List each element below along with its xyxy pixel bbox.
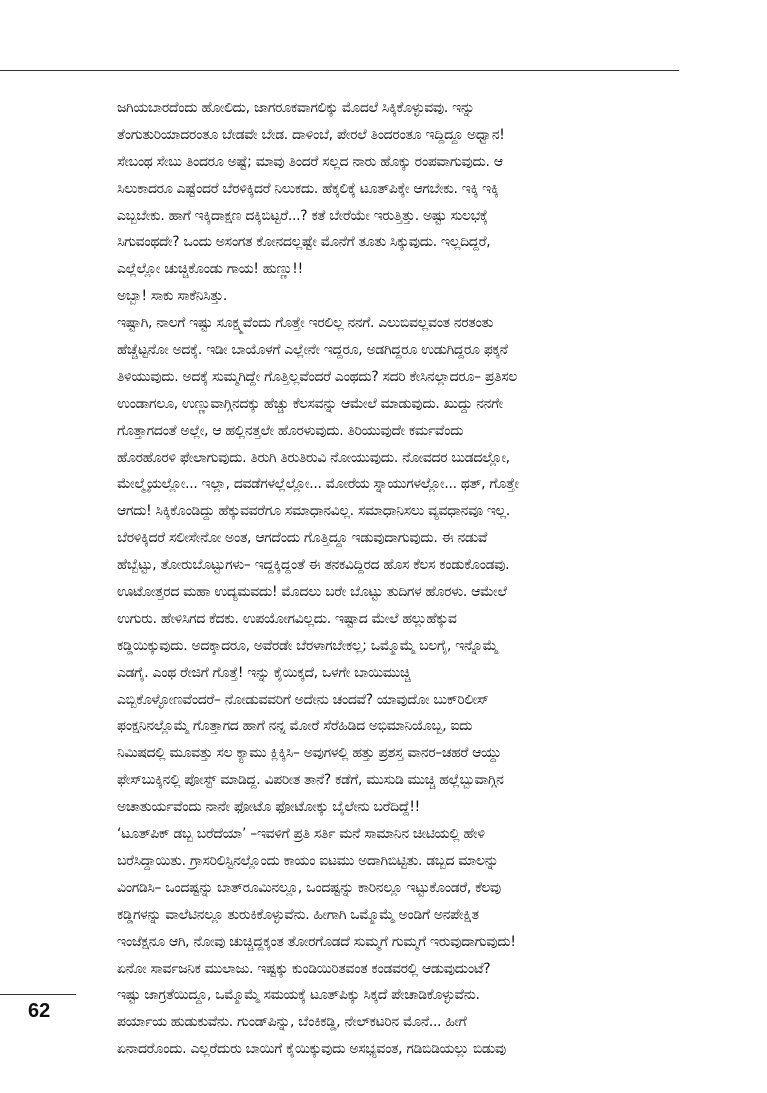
text-line: ಬೆರಳಿಕ್ಕಿದರೆ ಸಲೀಸೇನೋ ಅಂತ, ಆಗದೆಂದು ಗೊತ್ತಿದ್ದೂ ಇಡುವುದಾಗುವುದು. ಈ ನಡುವೆ: [117, 530, 488, 547]
text-line: ಅಬ್ಬಾ! ಸಾಕು ಸಾಕೆನಿಸಿತ್ತು.: [117, 288, 228, 305]
text-line: ಪರ್ಯಾಯ ಹುಡುಕುವೆನು. ಗುಂಡ್‌ಪಿನ್ನು, ಬೆಂಕಿಕಡ್ಡಿ, ನೇಲ್‌ಕಟರಿನ ಮೊನೆ... ಹೀಗೆ: [117, 1014, 467, 1031]
text-line: ಗೊತ್ತಾಗದಂತೆ ಅಲ್ಲೇ, ಆ ಹಲ್ಲಿನತ್ತಲೇ ಹೊರಳುವುದು. ತಿರಿಯುವುದೇ ಕರ್ಮವೆಂದು: [117, 422, 464, 439]
text-line: ಸಿಲುಕಾದರೂ ಎಷ್ಟೆಂದರೆ ಬೆರಳಿಕ್ಕಿದರೆ ನಿಲುಕದು. ಹೆಕ್ಕಲಿಕ್ಕೆ ಟೂತ್‌ಪಿಕ್ಕೇ ಆಗಬೇಕು. ಇಕ್ಕಿ ಇಕ್ಕಿ: [117, 180, 499, 197]
body-text: [117, 95, 689, 1063]
text-line: ಫೇಸ್‌ಬುಕ್ಕಿನಲ್ಲಿ ಪೋಸ್ಟ್ ಮಾಡಿದ್ದ. ವಿಪರೀತ ತಾನೆ? ಕಡೆಗೆ, ಮುಸುಡಿ ಮುಚ್ಚಿ ಹಲ್ಲೆಬ್ಬುವಾಗ್ಗಿನ: [117, 772, 504, 789]
text-line: ಊಟೋತ್ತರದ ಮಹಾ ಉದ್ಯಮವದು! ಮೊದಲು ಬರೇ ಬೊಟ್ಟು ತುದಿಗಳ ಹೊರಳು. ಆಮೇಲೆ: [117, 584, 507, 601]
text-line: ಇಷ್ಟಾಗಿ, ನಾಲಗೆ ಇಷ್ಟು ಸೂಕ್ಷ್ಮವೆಂದು ಗೊತ್ತೇ ಇರಲಿಲ್ಲ ನನಗೆ. ಎಲುಬಿವಲ್ಲವಂತ ನರತಂತು: [117, 315, 493, 332]
text-line: ಹೆಬ್ಬೆಟ್ಟು, ತೋರುಬೊಟ್ಟುಗಳು– ಇದ್ದಕ್ಕಿದ್ದಂತೆ ಈ ತನಕವಿದ್ದಿರದ ಹೊಸ ಕೆಲಸ ಕಂಡುಕೊಂಡವು.: [117, 557, 510, 574]
text-line: ಏನಾದರೊಂದು. ಎಲ್ಲರೆದುರು ಬಾಯಿಗೆ ಕೈಯಿಕ್ಕುವುದು ಅಸಭ್ಯವಂತ, ಗಡಿಬಿಡಿಯಲ್ಲು ಬಿಡುವು: [117, 1041, 506, 1058]
text-line: ಬರೆಸಿದ್ದಾಯಿತು. ಗ್ರಾಸರಿಲಿಸ್ಟಿನಲ್ಲೊಂದು ಕಾಯಂ ಐಟಮು ಅದಾಗಿಬಿಟ್ಟಿತು. ಡಬ್ಬದ ಮಾಲನ್ನು: [117, 852, 499, 869]
text-line: ಇಷ್ಟು ಜಾಗ್ರತೆಯಿದ್ದೂ, ಒಮ್ಮೊಮ್ಮೆ ಸಮಯಕ್ಕೆ ಟೂತ್‌ಪಿಕ್ಕು ಸಿಕ್ಕದೆ ಪೇಚಾಡಿಕೊಳ್ಳುವೆನು.: [117, 987, 480, 1004]
text-line: ಎಡಗೈ. ಎಂಥ ರೇಜಿಗೆ ಗೊತ್ತೆ! ಇನ್ನು ಕೈಯಿಕ್ಕದೆ, ಒಳಗೇ ಬಾಯಿಮುಚ್ಚಿ: [117, 664, 411, 681]
text-line: ಸೇಬಂಥ ಸೇಬು ತಿಂದರೂ ಅಷ್ಟೆ; ಮಾವು ತಿಂದರೆ ಸಲ್ಲದ ನಾರು ಹೊಕ್ಕು ರಂಪವಾಗುವುದು. ಆ: [117, 153, 503, 170]
text-line: ವಿಂಗಡಿಸಿ– ಒಂದಷ್ಟನ್ನು ಬಾತ್‌ರೂಮಿನಲ್ಲೂ, ಒಂದಷ್ಟನ್ನು ಕಾರಿನಲ್ಲೂ ಇಟ್ಟುಕೊಂಡರೆ, ಕೆಲವು: [117, 879, 501, 896]
text-line: ಸಿಗುವಂಥದೇ? ಒಂದು ಅಸಂಗತ ಕೋನದಲ್ಲಷ್ಟೇ ಮೊನೆಗೆ ತೂತು ಸಿಕ್ಕುವುದು. ಇಲ್ಲದಿದ್ದರೆ,: [117, 234, 491, 251]
text-line: ಅಚಾತುರ್ಯವೆಂದು ನಾನೇ ಫೋಟೊ ಫೋಟೋಕ್ಕು ಬೈಲೇನು ಬರೆದಿದ್ದೆ!!: [117, 799, 420, 816]
text-line: ಕಡ್ಡಿಯಿಕ್ಕುವುದು. ಅದಕ್ಕಾದರೂ, ಅವೆರಡೇ ಬೆರಳಾಗಬೇಕಲ್ಲ; ಒಮ್ಮೊಮ್ಮೆ ಬಲಗೈ, ಇನ್ನೊಮ್ಮೆ: [117, 637, 498, 654]
text-line: ಫಂಕ್ಷನಿನಲ್ಲೊಮ್ಮೆ ಗೊತ್ತಾಗದ ಹಾಗೆ ನನ್ನ ಮೋರೆ ಸೆರೆಹಿಡಿದ ಅಭಿಮಾನಿಯೊಬ್ಬ, ಐದು: [117, 718, 473, 735]
text-line: ಎಬ್ಬಬೇಕು. ಹಾಗೆ ಇಕ್ಕಿದಾಕ್ಷಣ ದಕ್ಕಿಬಿಟ್ಟರೆ...? ಕತೆ ಬೇರೆಯೇ ಇರುತ್ತಿತ್ತು. ಅಷ್ಟು ಸುಲಭಕ್ಕೆ: [117, 207, 488, 224]
text-line: ‘ಟೂತ್‌ಪಿಕ್ ಡಬ್ಬ ಬರೆದೆಯಾ’ –ಇವಳಿಗೆ ಪ್ರತಿ ಸರ್ತಿ ಮನೆ ಸಾಮಾನಿನ ಚೀಟಿಯಲ್ಲಿ ಹೇಳಿ: [117, 826, 485, 843]
text-line: ಮೇಲ್ಮೈಯಲ್ಲೋ... ಇಲ್ಲಾ, ದವಡೆಗಳಲ್ಲೆಲ್ಲೋ... ಮೋರೆಯ ಸ್ನಾಯುಗಳಲ್ಲೋ... ಥತ್, ಗೊತ್ತೇ: [117, 476, 519, 493]
header-rule: [0, 70, 679, 71]
text-line: ಎಬ್ಬಿಕೊಳ್ಳೋಣವೆಂದರೆ– ನೋಡುವವರಿಗೆ ಅದೇನು ಚಂದವೆ? ಯಾವುದೋ ಬುಕ್‌ರಿಲೀಸ್: [117, 691, 489, 708]
text-line: ಉಗುರು. ಹೇಳಿಸಿಗದ ಕೆದಕು. ಉಪಯೋಗವಿಲ್ಲದು. ಇಷ್ಟಾದ ಮೇಲೆ ಹಲ್ಲುಹೆಕ್ಕುವ: [117, 610, 457, 627]
text-line: ನಿಮಿಷದಲ್ಲಿ ಮೂವತ್ತು ಸಲ ಕ್ಯಾಮು ಕ್ಲಿಕ್ಕಿಸಿ– ಅವುಗಳಲ್ಲಿ ಹತ್ತು ಪ್ರಶಸ್ತ ವಾನರ–ಚಹರೆ ಆಯ್ದು: [117, 745, 502, 762]
text-line: ಉಂಡಾಗಲೂ, ಉಣ್ಣುವಾಗ್ಗಿನದಕ್ಕು ಹೆಚ್ಚು ಕೆಲಸವನ್ನು ಆಮೇಲೆ ಮಾಡುವುದು. ಖುದ್ದು ನನಗೇ: [117, 395, 503, 412]
text-line: ಜಗಿಯಬಾರದೆಂದು ಹೋಲಿದು, ಜಾಗರೂಕವಾಗಲಿಕ್ಕು ಮೊದಲೆ ಸಿಕ್ಕಿಕೊಳ್ಳುವವು. ಇನ್ನು: [117, 100, 475, 116]
footer-rule: [0, 994, 76, 995]
text-line: ಎಲ್ಲೆಲ್ಲೋ ಚುಚ್ಚಿಕೊಂಡು ಗಾಯ! ಹುಣ್ಣು!!: [117, 261, 303, 278]
text-line: ತಿಳಿಯುವುದು. ಅದಕ್ಕೆ ಸುಮ್ಮಗಿದ್ದೇ ಗೊತ್ತಿಲ್ಲವೆಂದರೆ ಎಂಥದು? ಸದರಿ ಕೇಸಿನಲ್ಲಾದರೂ– ಪ್ರತಿಸಲ: [117, 368, 517, 385]
text-line: ಕಡ್ಡಿಗಳನ್ನು ವಾಲೆಟಿನಲ್ಲೂ ತುರುಕಿಕೊಳ್ಳುವೆನು. ಹೀಗಾಗಿ ಒಮ್ಮೊಮ್ಮೆ ಅಂಡಿಗೆ ಅನಪೇಕ್ಷಿತ: [117, 906, 479, 923]
text-line: ಏನೋ ಸಾರ್ವಜನಿಕ ಮುಲಾಜು. ಇಷ್ಟಕ್ಕು ಕುಂಡಿಯಿರಿತವಂತ ಕಂಡವರಲ್ಲಿ ಆಡುವುದುಂಟೆ?: [117, 960, 491, 977]
text-line: ಇಂಜೆಕ್ಷನೂ ಆಗಿ, ನೋವು ಚುಚ್ಚಿದ್ದಕ್ಕಂತ ತೋರಗೊಡದೆ ಸುಮ್ಮಗೆ ಗುಮ್ಮಗೆ ಇರುವುದಾಗುವುದು!: [117, 933, 516, 950]
page-number: 62: [28, 1000, 51, 1022]
text-line: ಆಗದು! ಸಿಕ್ಕಿಕೊಂಡಿದ್ದು ಹೆಕ್ಕುವವರೆಗೂ ಸಮಾಧಾನವಿಲ್ಲ. ಸಮಾಧಾನಿಸಲು ವ್ಯವಧಾನವೂ ಇಲ್ಲ.: [117, 503, 511, 520]
text-line: ಹೆಚ್ಚೆಟ್ಟನೋ ಅದಕ್ಕೆ. ಇಡೀ ಬಾಯೊಳಗೆ ಎಲ್ಲೇನೇ ಇದ್ದರೂ, ಅಡಗಿದ್ದರೂ ಉಡುಗಿದ್ದರೂ ಫಕ್ಕನೆ: [117, 342, 508, 359]
text-line: ಹೊರಹೊರಳಿ ಫೇಲಾಗುವುದು. ತಿರುಗಿ ತಿರುತಿರುವಿ ನೋಯುವುದು. ನೋವದರ ಬುಡದಲ್ಲೋ,: [117, 449, 510, 466]
text-line: ತೆಂಗುತುರಿಯಾದರಂತೂ ಬೇಡವೇ ಬೇಡ. ದಾಳಿಂಬೆ, ಪೇರಲೆ ತಿಂದರಂತೂ ಇದ್ದಿದ್ದೂ ಅಧ್ವಾನ!: [117, 126, 505, 143]
